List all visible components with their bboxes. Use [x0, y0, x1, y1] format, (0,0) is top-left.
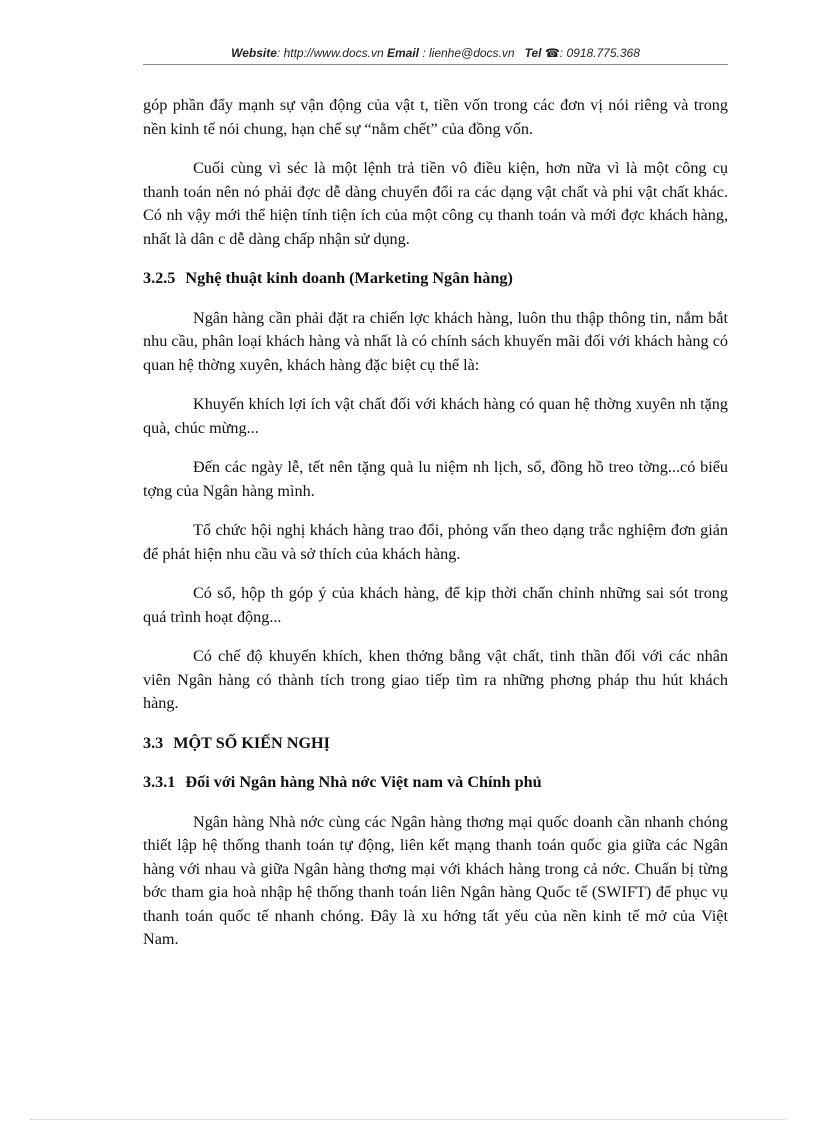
- paragraph-6: Tổ chức hội nghị khách hàng trao đổi, phỏng vấn theo dạng trắc nghiệm đơn giản để phát hiện nhu cầu và sở thích của khách hàng.: [143, 521, 728, 563]
- page-header: [143, 46, 728, 60]
- tel-value: : 0918.775.368: [559, 46, 640, 60]
- footer-divider: [30, 1119, 786, 1120]
- paragraph-9: Ngân hàng Nhà nớc cùng các Ngân hàng thơng mại quốc doanh cần nhanh chóng thiết lập hệ thống thanh toán tự động, liên kết mạng thanh toán quốc gia giữa các Ngân hàng với nhau và giữa Ngân hàng thơng mại với khách hàng trong cả nớc. Chuẩn bị từng bớc tham gia hoà nhập hệ thống thanh toán liên Ngân hàng Quốc tế (SWIFT) để phục vụ thanh toán quốc tế nhanh chóng. Đây là xu hớng tất yếu của nền kinh tế mở của Việt Nam.: [143, 812, 728, 948]
- tel-label: Tel: [524, 46, 542, 60]
- email-value[interactable]: : lienhe@docs.vn: [419, 46, 515, 60]
- paragraph-2: Cuối cùng vì séc là một lệnh trả tiền vô điều kiện, hơn nữa vì là một công cụ thanh toán nên nó phải đợc dễ dàng chuyển đổi ra các dạng vật chất và phi vật chất khác. Có nh vậy mới thể hiện tính tiện ích của một công cụ thanh toán và mới đợc khách hàng, nhất là dân c dễ dàng chấp nhận sử dụng.: [143, 159, 728, 248]
- paragraph-5: Đến các ngày lễ, tết nên tặng quà lu niệm nh lịch, sổ, đồng hồ treo tờng...có biểu tợng của Ngân hàng mình.: [143, 458, 728, 500]
- email-label: Email: [386, 46, 419, 60]
- website-value[interactable]: : http://www.docs.vn: [276, 46, 384, 60]
- section-number: 3.3: [143, 733, 164, 752]
- website-label: Website: [231, 46, 277, 60]
- section-title: Đối với Ngân hàng Nhà nớc Việt nam và Chính phủ: [185, 773, 542, 791]
- paragraph-1: góp phần đẩy mạnh sự vận động của vật t, tiền vốn trong các đơn vị nói riêng và trong nền kinh tế nói chung, hạn chế sự “nằm chết” của đồng vốn.: [143, 96, 728, 138]
- phone-icon: ☎: [544, 46, 560, 60]
- section-heading-3-2-5: [143, 267, 728, 291]
- paragraph-4: Khuyến khích lợi ích vật chất đối với khách hàng có quan hệ thờng xuyên nh tặng quà, chúc mừng...: [143, 395, 728, 437]
- section-heading-3-3: [143, 732, 728, 756]
- section-heading-3-3-1: [143, 771, 728, 795]
- section-title: MỘT SỐ KIẾN NGHỊ: [173, 733, 330, 752]
- paragraph-3: Ngân hàng cần phải đặt ra chiến lợc khách hàng, luôn thu thập thông tin, nắm bắt nhu cầu, phân loại khách hàng và nhất là có chính sách khuyến mãi đối với khách hàng có quan hệ thờng xuyên, khách hàng đặc biệt cụ thể là:: [143, 308, 728, 374]
- document-body: [143, 94, 728, 968]
- section-number: 3.2.5: [143, 269, 176, 287]
- paragraph-8: Có chế độ khuyến khích, khen thởng bằng vật chất, tinh thần đối với các nhân viên Ngân hàng có thành tích trong giao tiếp tìm ra những phơng pháp thu hút khách hàng.: [143, 647, 728, 712]
- section-number: 3.3.1: [143, 773, 176, 791]
- paragraph-7: Có sổ, hộp th góp ý của khách hàng, để kịp thời chấn chỉnh những sai sót trong quá trình hoạt động...: [143, 584, 728, 626]
- header-divider: [143, 64, 728, 65]
- section-title: Nghệ thuật kinh doanh (Marketing Ngân hàng): [185, 269, 513, 287]
